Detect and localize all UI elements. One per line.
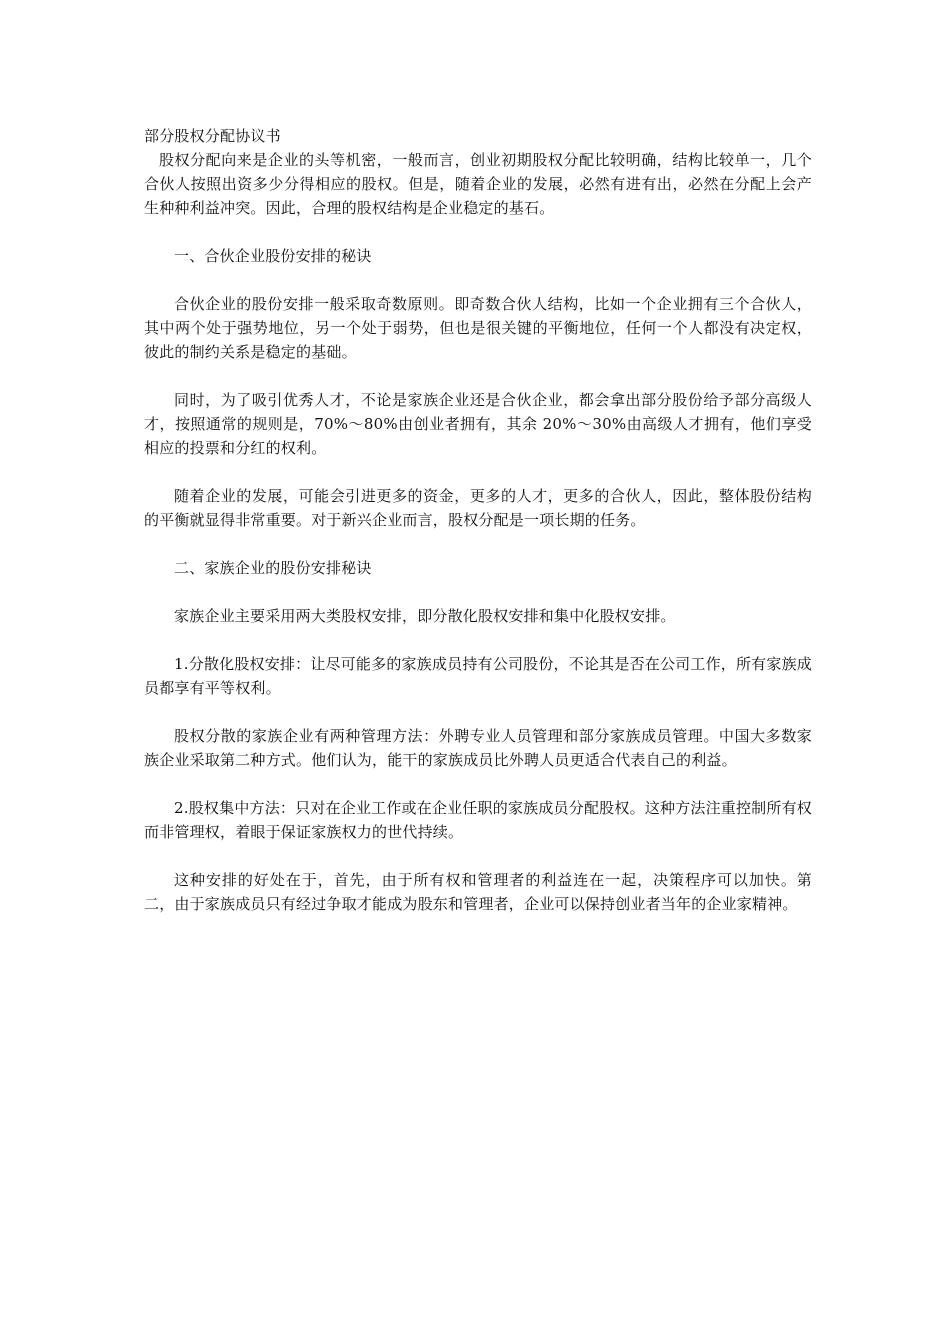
section-1-paragraph: 同时，为了吸引优秀人才，不论是家族企业还是合伙企业，都会拿出部分股份给予部分高级人才，按照通常的规则是，70%～80%由创业者拥有，其余 20%～30%由高级人才拥有，他们享受相应的投票和分红的权利。 [144,391,812,457]
document-title: 部分股权分配协议书 [144,127,281,145]
section-1-heading: 一、合伙企业股份安排的秘诀 [174,247,372,265]
section-2-paragraph: 2.股权集中方法：只对在企业工作或在企业任职的家族成员分配股权。这种方法注重控制所有权而非管理权，着眼于保证家族权力的世代持续。 [144,799,812,841]
intro-paragraph: 股权分配向来是企业的头等机密，一般而言，创业初期股权分配比较明确，结构比较单一，几个合伙人按照出资多少分得相应的股权。但是，随着企业的发展，必然有进有出，必然在分配上会产生种种利益冲突。因此，合理的股权结构是企业稳定的基石。 [144,151,812,217]
section-2-paragraph: 1.分散化股权安排：让尽可能多的家族成员持有公司股份，不论其是否在公司工作，所有家族成员都享有平等权利。 [144,655,812,697]
document-body [144,124,812,940]
section-2-paragraph: 股权分散的家族企业有两种管理方法：外聘专业人员管理和部分家族成员管理。中国大多数家族企业采取第二种方式。他们认为，能干的家族成员比外聘人员更适合代表自己的利益。 [144,727,812,769]
section-1-paragraph: 随着企业的发展，可能会引进更多的资金，更多的人才，更多的合伙人，因此，整体股份结构的平衡就显得非常重要。对于新兴企业而言，股权分配是一项长期的任务。 [144,487,812,529]
section-1-paragraph: 合伙企业的股份安排一般采取奇数原则。即奇数合伙人结构，比如一个企业拥有三个合伙人，其中两个处于强势地位，另一个处于弱势，但也是很关键的平衡地位，任何一个人都没有决定权，彼此的制约关系是稳定的基础。 [144,295,812,361]
section-2-paragraph: 这种安排的好处在于，首先，由于所有权和管理者的利益连在一起，决策程序可以加快。第二，由于家族成员只有经过争取才能成为股东和管理者，企业可以保持创业者当年的企业家精神。 [144,871,812,913]
section-2-heading: 二、家族企业的股份安排秘诀 [174,559,372,577]
section-2-paragraph: 家族企业主要采用两大类股权安排，即分散化股权安排和集中化股权安排。 [174,607,676,625]
